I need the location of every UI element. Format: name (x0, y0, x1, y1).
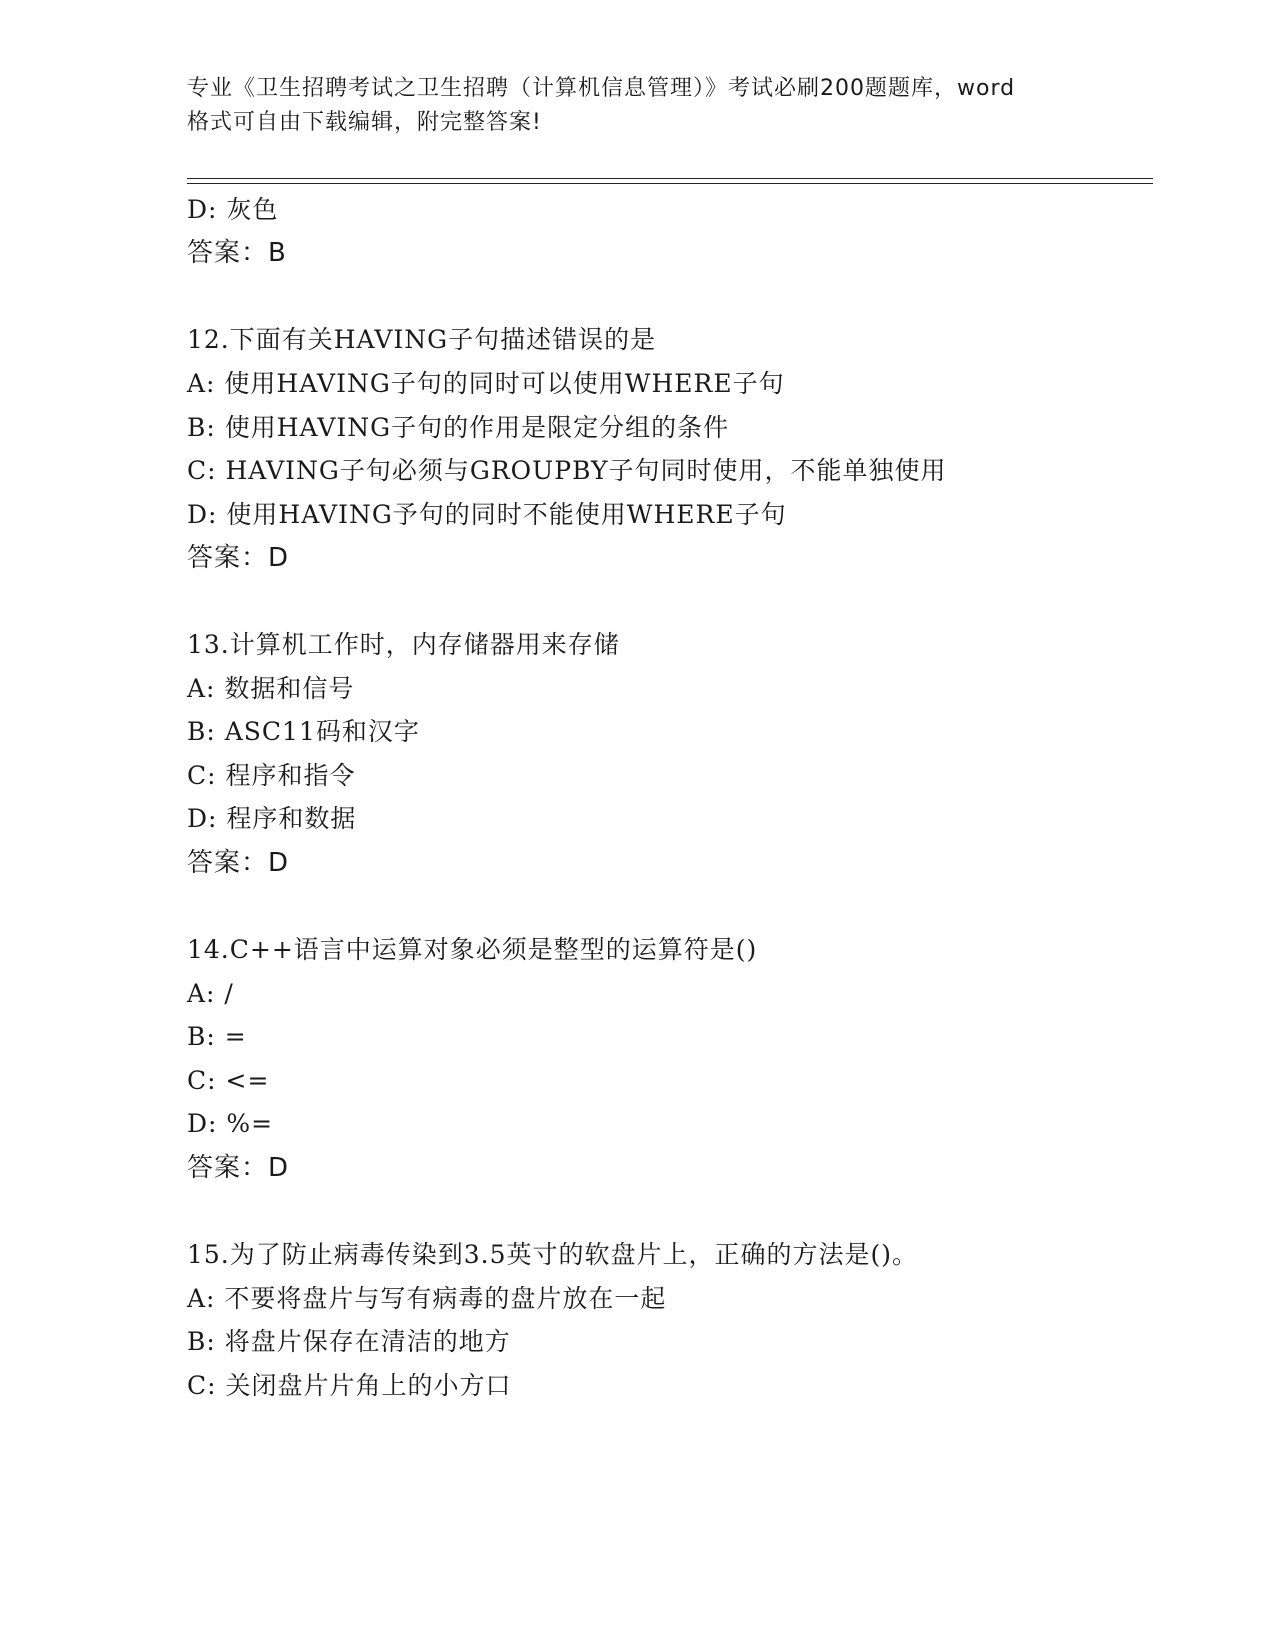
question-13-option-b: B: ASC11码和汉字 (187, 717, 420, 746)
question-12-answer: 答案：D (187, 543, 290, 573)
question-14-option-d: D: %= (187, 1109, 274, 1138)
question-14-option-c: C: <= (187, 1066, 270, 1095)
prev-option-d: D: 灰色 (187, 195, 279, 224)
question-14-option-b: B: = (187, 1022, 247, 1051)
question-15-option-b: B: 将盘片保存在清洁的地方 (187, 1327, 511, 1356)
question-12-option-c: C: HAVING子句必须与GROUPBY子句同时使用，不能单独使用 (187, 456, 947, 485)
header-line-1: 专业《卫生招聘考试之卫生招聘（计算机信息管理）》考试必刷200题题库，word (187, 76, 1016, 101)
question-12-option-a: A: 使用HAVING子句的同时可以使用WHERE子句 (187, 369, 785, 398)
question-12-option-d: D: 使用HAVING予句的同时不能使用WHERE子句 (187, 500, 787, 529)
question-15-stem: 15.为了防止病毒传染到3.5英寸的软盘片上，正确的方法是()。 (187, 1240, 919, 1269)
question-12-option-b: B: 使用HAVING子句的作用是限定分组的条件 (187, 413, 730, 442)
question-14-option-a: A: / (187, 979, 234, 1008)
document-header (187, 72, 1087, 140)
question-13-answer: 答案：D (187, 848, 290, 878)
header-divider-top (187, 178, 1153, 179)
question-13-option-d: D: 程序和数据 (187, 804, 357, 833)
question-15-option-c: C: 关闭盘片片角上的小方口 (187, 1371, 512, 1400)
question-14-stem: 14.C++语言中运算对象必须是整型的运算符是() (187, 935, 758, 964)
question-13-stem: 13.计算机工作时，内存储器用来存储 (187, 630, 620, 659)
header-divider-bottom (187, 183, 1153, 184)
header-line-2: 格式可自由下载编辑，附完整答案! (187, 110, 542, 135)
question-12-stem: 12.下面有关HAVING子句描述错误的是 (187, 325, 657, 354)
question-13-option-c: C: 程序和指令 (187, 761, 356, 790)
question-13-option-a: A: 数据和信号 (187, 674, 355, 703)
question-14-answer: 答案：D (187, 1153, 290, 1183)
question-15-option-a: A: 不要将盘片与写有病毒的盘片放在一起 (187, 1284, 667, 1313)
prev-answer: 答案：B (187, 238, 287, 268)
